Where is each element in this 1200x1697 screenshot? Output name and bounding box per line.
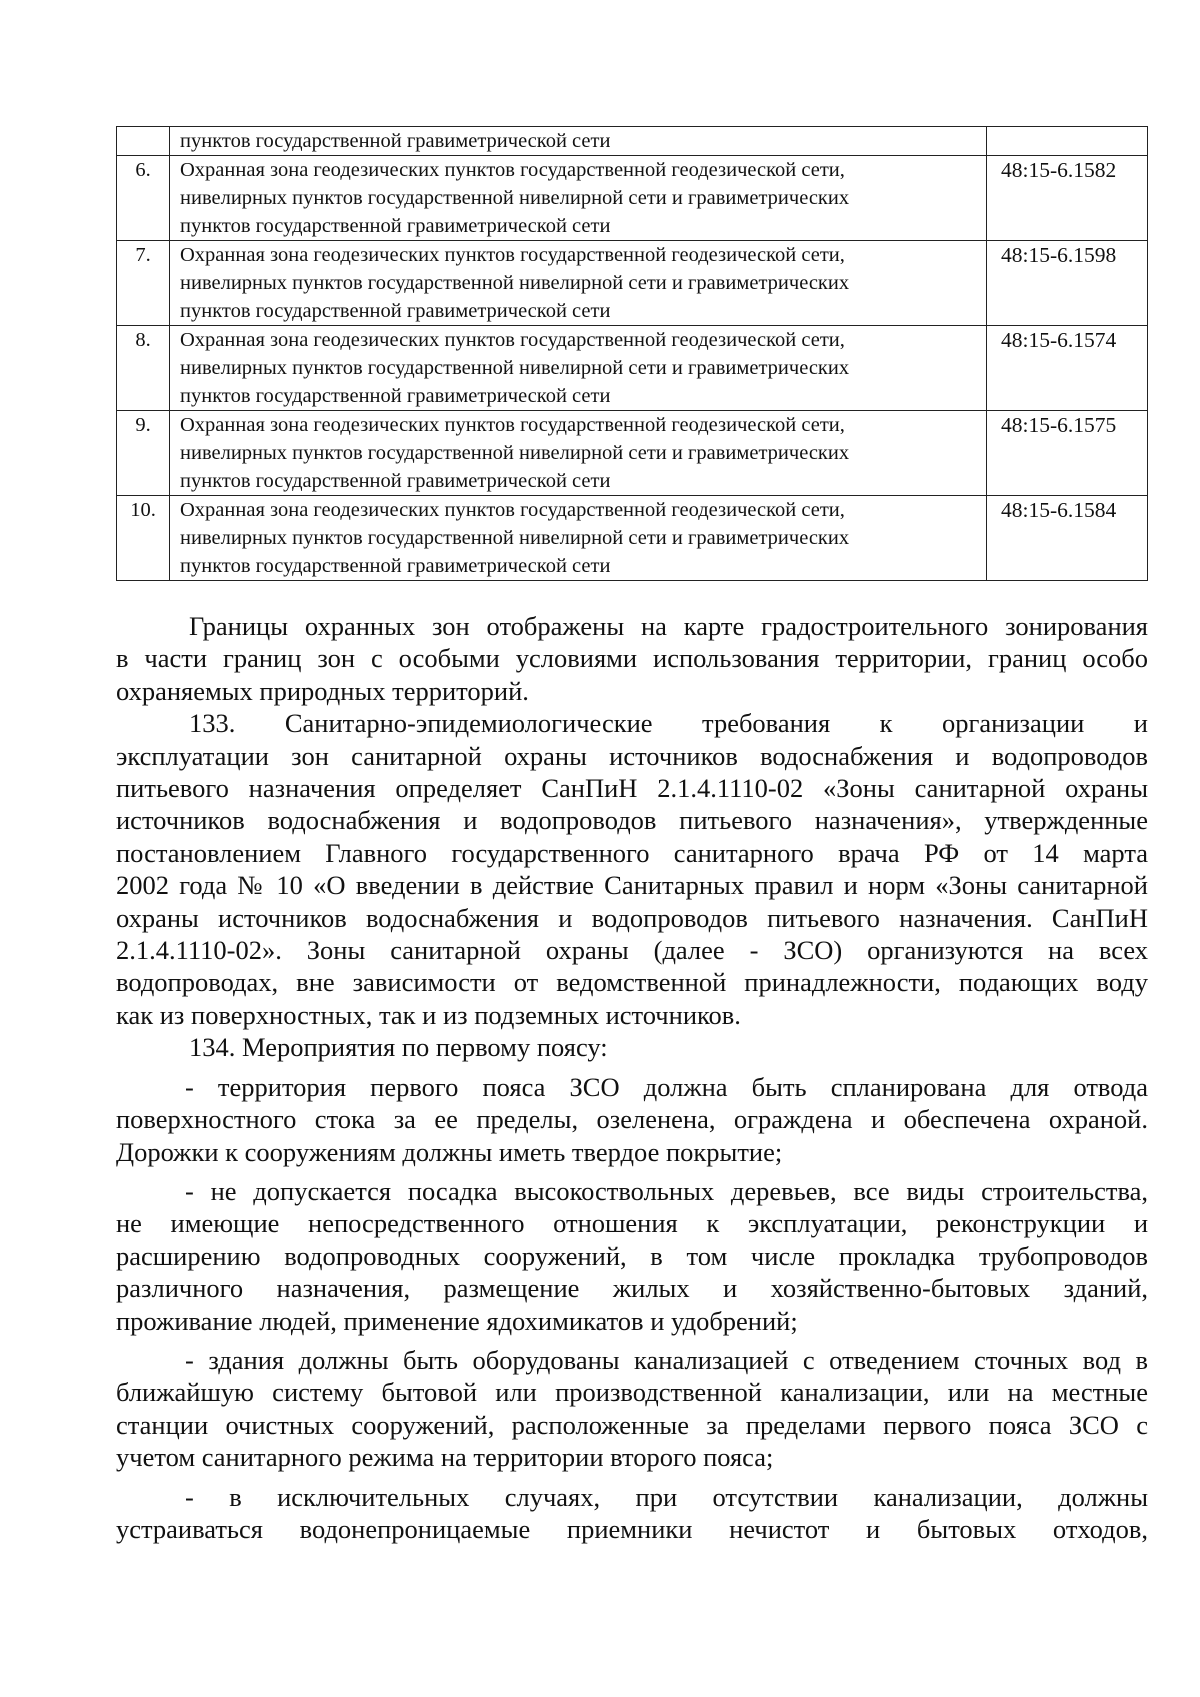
registry-number-cell: 48:15-6.1575 [987, 411, 1148, 496]
table-row [117, 127, 1148, 156]
spacer [116, 1064, 1148, 1071]
zone-name-line: пунктов государственной гравиметрической сети [180, 300, 611, 322]
zone-name-cell [170, 156, 987, 241]
spacer [116, 1168, 1148, 1175]
zone-name-line: пунктов государственной гравиметрической сети [180, 555, 611, 577]
zone-name-line: Охранная зона геодезических пунктов государственной геодезической сети, [180, 244, 845, 266]
registry-number-cell: 48:15-6.1598 [987, 241, 1148, 326]
row-number-cell: 7. [117, 241, 170, 326]
zone-name-line: пунктов государственной гравиметрической сети [180, 385, 611, 407]
paragraph-133 [116, 707, 1148, 1031]
spacer [116, 1474, 1148, 1481]
text-line: - не допускается посадка высокоствольных деревьев, все виды строительства, [185, 1175, 1148, 1206]
list-item [116, 1175, 1148, 1337]
registry-number-cell: 48:15-6.1574 [987, 326, 1148, 411]
spacer [116, 1337, 1148, 1344]
text-line: расширению водопроводных сооружений, в том числе прокладка трубопроводов [116, 1240, 1148, 1271]
zone-name-cell [170, 127, 987, 156]
text-line: Границы охранных зон отображены на карте градостроительного зонирования [189, 611, 1148, 641]
row-number-cell: 10. [117, 496, 170, 581]
zone-name-cell [170, 241, 987, 326]
text-line: охраны источников водоснабжения и водопроводов питьевого назначения. СанПиН [116, 902, 1148, 933]
text-line: 2.1.4.1110-02». Зоны санитарной охраны (далее - ЗСО) организуются на всех [116, 935, 1148, 966]
table-row [117, 241, 1148, 326]
list-item [116, 1481, 1148, 1546]
registry-number-cell: 48:15-6.1582 [987, 156, 1148, 241]
zone-name-line: пунктов государственной гравиметрической сети [180, 470, 611, 492]
zone-name-line: нивелирных пунктов государственной нивелирной сети и гравиметрических [180, 357, 850, 379]
text-line: как из поверхностных, так и из подземных источников. [116, 999, 741, 1030]
zone-name-cell [170, 411, 987, 496]
body-text [116, 610, 1148, 1545]
text-line: Дорожки к сооружениям должны иметь твердое покрытие; [116, 1136, 783, 1167]
text-line: источников водоснабжения и водопроводов питьевого назначения», утвержденные [116, 805, 1148, 836]
zone-name-cell [170, 496, 987, 581]
zone-name-cell [170, 326, 987, 411]
protection-zones-table [116, 126, 1148, 581]
text-line: ближайшую систему бытовой или производственной канализации, или на местные [116, 1377, 1148, 1408]
row-number-cell [117, 127, 170, 156]
text-line: постановлением Главного государственного санитарного врача РФ от 14 марта [116, 837, 1148, 868]
row-number-cell: 6. [117, 156, 170, 241]
registry-number-cell [987, 127, 1148, 156]
text-line: водопроводах, вне зависимости от ведомственной принадлежности, подающих воду [116, 967, 1148, 998]
text-line: - в исключительных случаях, при отсутствии канализации, должны [185, 1481, 1148, 1512]
paragraph-boundaries [116, 610, 1148, 707]
text-line: эксплуатации зон санитарной охраны источников водоснабжения и водопроводов [116, 740, 1148, 771]
table-row [117, 156, 1148, 241]
zone-name-line: Охранная зона геодезических пунктов государственной геодезической сети, [180, 159, 845, 181]
zone-name-line: пунктов государственной гравиметрической сети [180, 215, 611, 237]
table-row [117, 326, 1148, 411]
zone-name-line: нивелирных пунктов государственной нивелирной сети и гравиметрических [180, 527, 850, 549]
registry-number-cell: 48:15-6.1584 [987, 496, 1148, 581]
text-line: 2002 года № 10 «О введении в действие Санитарных правил и норм «Зоны санитарной [116, 870, 1148, 901]
text-line: - территория первого пояса ЗСО должна быть спланирована для отвода [185, 1071, 1148, 1102]
text-line: проживание людей, применение ядохимикатов и удобрений; [116, 1305, 798, 1336]
text-line: различного назначения, размещение жилых и хозяйственно-бытовых зданий, [116, 1273, 1148, 1304]
list-item [116, 1344, 1148, 1474]
zone-name-line: Охранная зона геодезических пунктов государственной геодезической сети, [180, 499, 845, 521]
text-line: 133. Санитарно-эпидемиологические требования к организации и [189, 708, 1148, 739]
zone-name-line: нивелирных пунктов государственной нивелирной сети и гравиметрических [180, 187, 850, 209]
zone-name-line: нивелирных пунктов государственной нивелирной сети и гравиметрических [180, 442, 850, 464]
list-item [116, 1071, 1148, 1168]
text-line: в части границ зон с особыми условиями использования территории, границ особо [116, 643, 1148, 674]
text-line: устраиваться водонепроницаемые приемники нечистот и бытовых отходов, [116, 1513, 1148, 1544]
table-body [117, 127, 1148, 581]
zone-name-line: Охранная зона геодезических пунктов государственной геодезической сети, [180, 414, 845, 436]
zone-name-line: пунктов государственной гравиметрической сети [180, 130, 611, 152]
zone-name-line: Охранная зона геодезических пунктов государственной геодезической сети, [180, 329, 845, 351]
row-number-cell: 8. [117, 326, 170, 411]
paragraph-134 [116, 1031, 1148, 1063]
text-line: поверхностного стока за ее пределы, озеленена, ограждена и обеспечена охраной. [116, 1104, 1148, 1135]
row-number-cell: 9. [117, 411, 170, 496]
zone-name-line: нивелирных пунктов государственной нивелирной сети и гравиметрических [180, 272, 850, 294]
table-row [117, 496, 1148, 581]
text-line: 134. Мероприятия по первому поясу: [189, 1032, 608, 1063]
table-row [117, 411, 1148, 496]
text-line: станции очистных сооружений, расположенные за пределами первого пояса ЗСО с [116, 1409, 1148, 1440]
text-line: учетом санитарного режима на территории второго пояса; [116, 1442, 774, 1473]
text-line: питьевого назначения определяет СанПиН 2.1.4.1110-02 «Зоны санитарной охраны [116, 773, 1148, 804]
text-line: не имеющие непосредственного отношения к эксплуатации, реконструкции и [116, 1208, 1148, 1239]
text-line: - здания должны быть оборудованы канализацией с отведением сточных вод в [185, 1344, 1148, 1375]
text-line: охраняемых природных территорий. [116, 675, 529, 706]
